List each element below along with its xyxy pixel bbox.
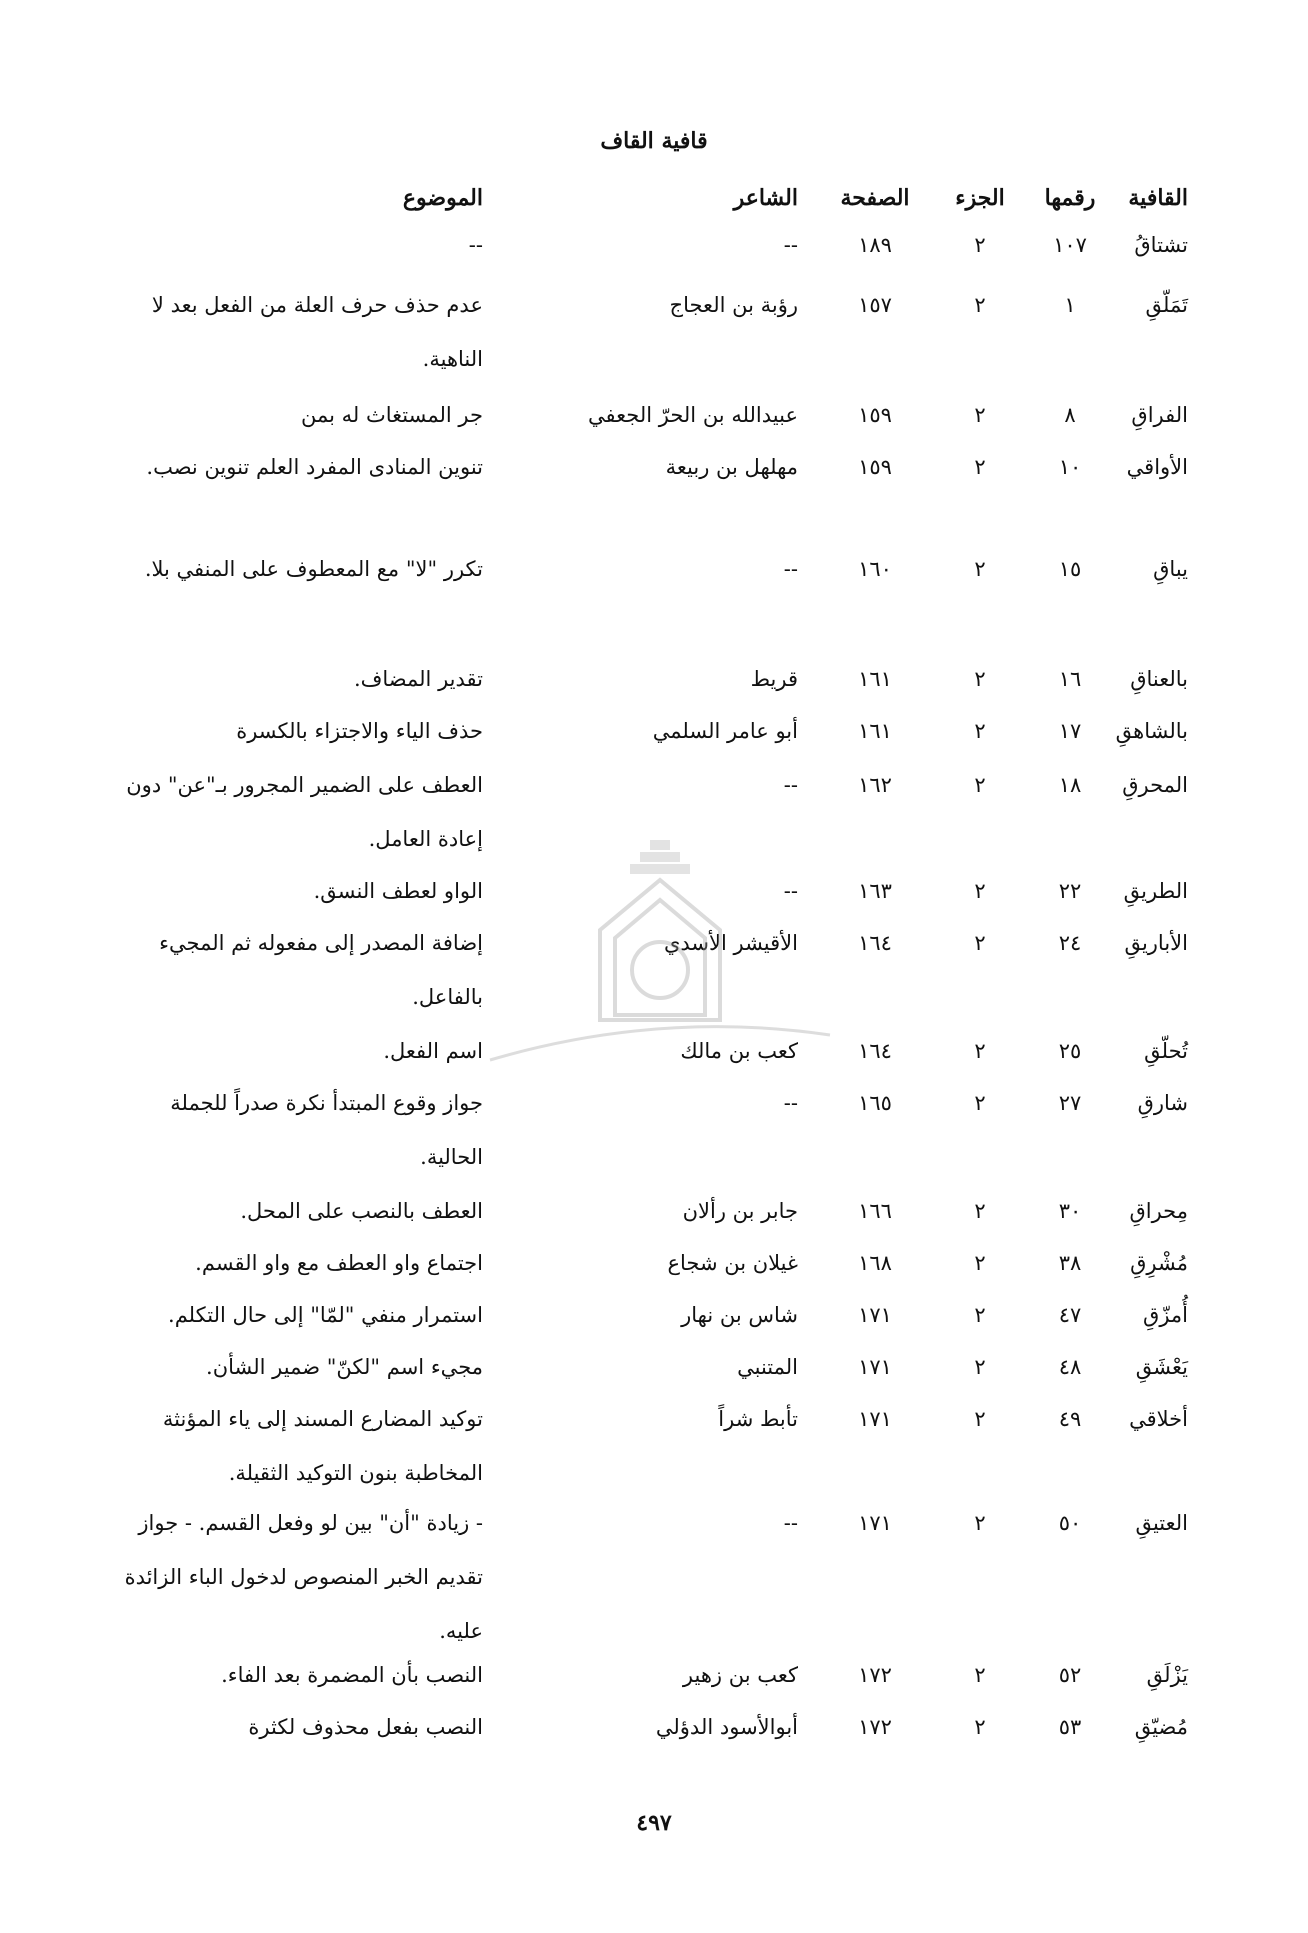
row-topic: اسم الفعل. xyxy=(383,1039,483,1063)
row-qafia: شارقِ xyxy=(1137,1091,1188,1115)
row-page: ١٧١ xyxy=(858,1355,892,1379)
row-page: ١٦٢ xyxy=(858,773,892,797)
row-topic: عدم حذف حرف العلة من الفعل بعد لا الناهية. xyxy=(151,293,483,371)
row-page: ١٦٨ xyxy=(858,1251,892,1275)
row-topic: -- xyxy=(468,233,483,257)
row-topic: استمرار منفي "لمّا" إلى حال التكلم. xyxy=(168,1303,483,1327)
row-page: ١٥٧ xyxy=(858,293,892,317)
row-page: ١٧٢ xyxy=(858,1715,892,1739)
row-qafia: بالعناقِ xyxy=(1130,667,1188,691)
row-num: ٤٨ xyxy=(1058,1355,1082,1379)
row-qafia: يَعْشَقِ xyxy=(1135,1355,1188,1379)
row-poet: -- xyxy=(783,879,798,903)
page-number: ٤٩٧ xyxy=(636,1810,672,1836)
row-qafia: يَزْلَقِ xyxy=(1146,1663,1188,1687)
row-juz: ٢ xyxy=(974,667,986,691)
row-poet: كعب بن زهير xyxy=(682,1663,798,1687)
row-poet: -- xyxy=(783,233,798,257)
row-page: ١٥٩ xyxy=(858,455,892,479)
row-num: ١٦ xyxy=(1058,667,1082,691)
header-page: الصفحة xyxy=(840,185,910,211)
row-qafia: العتيقِ xyxy=(1135,1511,1188,1535)
row-page: ١٧٢ xyxy=(858,1663,892,1687)
row-topic: حذف الياء والاجتزاء بالكسرة xyxy=(236,719,483,743)
row-juz: ٢ xyxy=(974,1091,986,1115)
row-topic: تقدير المضاف. xyxy=(353,667,483,691)
row-topic: اجتماع واو العطف مع واو القسم. xyxy=(195,1251,483,1275)
row-num: ١٠٧ xyxy=(1053,233,1087,257)
row-page: ١٧١ xyxy=(858,1511,892,1535)
row-qafia: الطريقِ xyxy=(1123,879,1188,903)
row-page: ١٦٦ xyxy=(858,1199,892,1223)
row-num: ٨ xyxy=(1064,403,1076,427)
row-page: ١٥٩ xyxy=(858,403,892,427)
row-qafia: تُحلّقِ xyxy=(1144,1039,1188,1063)
row-num: ١٧ xyxy=(1058,719,1082,743)
row-poet: كعب بن مالك xyxy=(680,1039,798,1063)
row-page: ١٧١ xyxy=(858,1303,892,1327)
row-juz: ٢ xyxy=(974,557,986,581)
row-poet: أبو عامر السلمي xyxy=(652,719,798,743)
row-poet: غيلان بن شجاع xyxy=(667,1251,798,1275)
row-page: ١٦١ xyxy=(858,719,892,743)
row-juz: ٢ xyxy=(974,719,986,743)
row-juz: ٢ xyxy=(974,879,986,903)
row-num: ٥٢ xyxy=(1058,1663,1082,1687)
row-juz: ٢ xyxy=(974,1663,986,1687)
row-num: ٤٩ xyxy=(1058,1407,1082,1431)
row-num: ٢٤ xyxy=(1058,931,1082,955)
row-poet: -- xyxy=(783,1511,798,1535)
row-qafia: تَمَلّقِ xyxy=(1145,293,1188,317)
row-juz: ٢ xyxy=(974,931,986,955)
row-topic: النصب بفعل محذوف لكثرة xyxy=(248,1715,483,1739)
row-topic: مجيء اسم "لكنّ" ضمير الشأن. xyxy=(206,1355,483,1379)
row-juz: ٢ xyxy=(974,233,986,257)
row-topic: العطف على الضمير المجرور بـ"عن" دون إعادة العامل. xyxy=(126,773,483,851)
page-title: قافية القاف xyxy=(600,128,708,154)
row-juz: ٢ xyxy=(974,1251,986,1275)
row-poet: -- xyxy=(783,557,798,581)
row-poet: المتنبي xyxy=(737,1355,798,1379)
row-juz: ٢ xyxy=(974,293,986,317)
row-qafia: بالشاهقِ xyxy=(1115,719,1188,743)
row-juz: ٢ xyxy=(974,455,986,479)
row-num: ٤٧ xyxy=(1058,1303,1082,1327)
row-poet: شاس بن نهار xyxy=(681,1303,798,1327)
row-num: ١٠ xyxy=(1058,455,1082,479)
row-page: ١٧١ xyxy=(858,1407,892,1431)
row-num: ٢٥ xyxy=(1058,1039,1082,1063)
row-qafia: مُشْرِقِ xyxy=(1130,1251,1188,1275)
row-poet: قريط xyxy=(750,667,798,691)
row-page: ١٦٣ xyxy=(858,879,892,903)
row-num: ٣٠ xyxy=(1058,1199,1082,1223)
row-topic: النصب بأن المضمرة بعد الفاء. xyxy=(221,1663,483,1687)
row-qafia: مِحراقِ xyxy=(1129,1199,1188,1223)
header-num: رقمها xyxy=(1044,185,1096,211)
row-qafia: المحرقِ xyxy=(1122,773,1188,797)
row-juz: ٢ xyxy=(974,773,986,797)
row-juz: ٢ xyxy=(974,1715,986,1739)
row-page: ١٦٤ xyxy=(858,1039,892,1063)
row-juz: ٢ xyxy=(974,1199,986,1223)
row-qafia: مُضيّقِ xyxy=(1134,1715,1188,1739)
row-qafia: الأباريقِ xyxy=(1124,931,1188,955)
row-topic: توكيد المضارع المسند إلى ياء المؤنثة المخاطبة بنون التوكيد الثقيلة. xyxy=(162,1407,483,1485)
row-page: ١٦٤ xyxy=(858,931,892,955)
row-num: ٥٠ xyxy=(1058,1511,1082,1535)
row-juz: ٢ xyxy=(974,1039,986,1063)
row-topic: الواو لعطف النسق. xyxy=(313,879,483,903)
row-poet: جابر بن رألان xyxy=(682,1199,798,1223)
row-juz: ٢ xyxy=(974,1355,986,1379)
row-topic: جواز وقوع المبتدأ نكرة صدراً للجملة الحالية. xyxy=(170,1091,483,1169)
row-topic: العطف بالنصب على المحل. xyxy=(240,1199,483,1223)
row-qafia: أخلاقي xyxy=(1129,1407,1188,1431)
header-topic: الموضوع xyxy=(402,185,483,211)
row-num: ١٨ xyxy=(1058,773,1082,797)
row-poet: عبيدالله بن الحرّ الجعفي xyxy=(588,403,798,427)
row-poet: رؤبة بن العجاج xyxy=(669,293,798,317)
row-qafia: تشتاقُ xyxy=(1134,233,1188,257)
row-poet: مهلهل بن ربيعة xyxy=(665,455,798,479)
row-page: ١٦٠ xyxy=(858,557,892,581)
row-num: ١٥ xyxy=(1058,557,1082,581)
row-poet: تأبط شراً xyxy=(718,1407,798,1431)
row-poet: -- xyxy=(783,1091,798,1115)
row-num: ١ xyxy=(1064,293,1076,317)
row-qafia: الأواقي xyxy=(1126,455,1188,479)
row-juz: ٢ xyxy=(974,1407,986,1431)
header-qafia: القافية xyxy=(1128,185,1188,211)
row-topic: جر المستغاث له بمن xyxy=(301,403,483,427)
row-poet: -- xyxy=(783,773,798,797)
row-poet: الأقيشر الأسدي xyxy=(663,931,798,955)
row-page: ١٦١ xyxy=(858,667,892,691)
row-num: ٥٣ xyxy=(1058,1715,1082,1739)
row-topic: إضافة المصدر إلى مفعوله ثم المجيء بالفاعل. xyxy=(159,931,483,1009)
row-juz: ٢ xyxy=(974,403,986,427)
row-topic: تكرر "لا" مع المعطوف على المنفي بلا. xyxy=(144,557,483,581)
row-qafia: أُمزّقِ xyxy=(1143,1303,1188,1327)
row-num: ٢٧ xyxy=(1058,1091,1082,1115)
row-num: ٢٢ xyxy=(1058,879,1082,903)
header-juz: الجزء xyxy=(955,185,1005,211)
row-poet: أبوالأسود الدؤلي xyxy=(655,1715,798,1739)
row-qafia: يباقِ xyxy=(1153,557,1188,581)
row-page: ١٦٥ xyxy=(858,1091,892,1115)
row-juz: ٢ xyxy=(974,1303,986,1327)
row-num: ٣٨ xyxy=(1058,1251,1082,1275)
row-topic: - زيادة "أن" بين لو وفعل القسم. - جواز تقديم الخبر المنصوص لدخول الباء الزائدة عليه. xyxy=(124,1511,483,1643)
row-page: ١٨٩ xyxy=(858,233,892,257)
row-qafia: الفراقِ xyxy=(1131,403,1188,427)
row-topic: تنوين المنادى المفرد العلم تنوين نصب. xyxy=(146,455,483,479)
row-juz: ٢ xyxy=(974,1511,986,1535)
header-poet: الشاعر xyxy=(733,185,798,211)
